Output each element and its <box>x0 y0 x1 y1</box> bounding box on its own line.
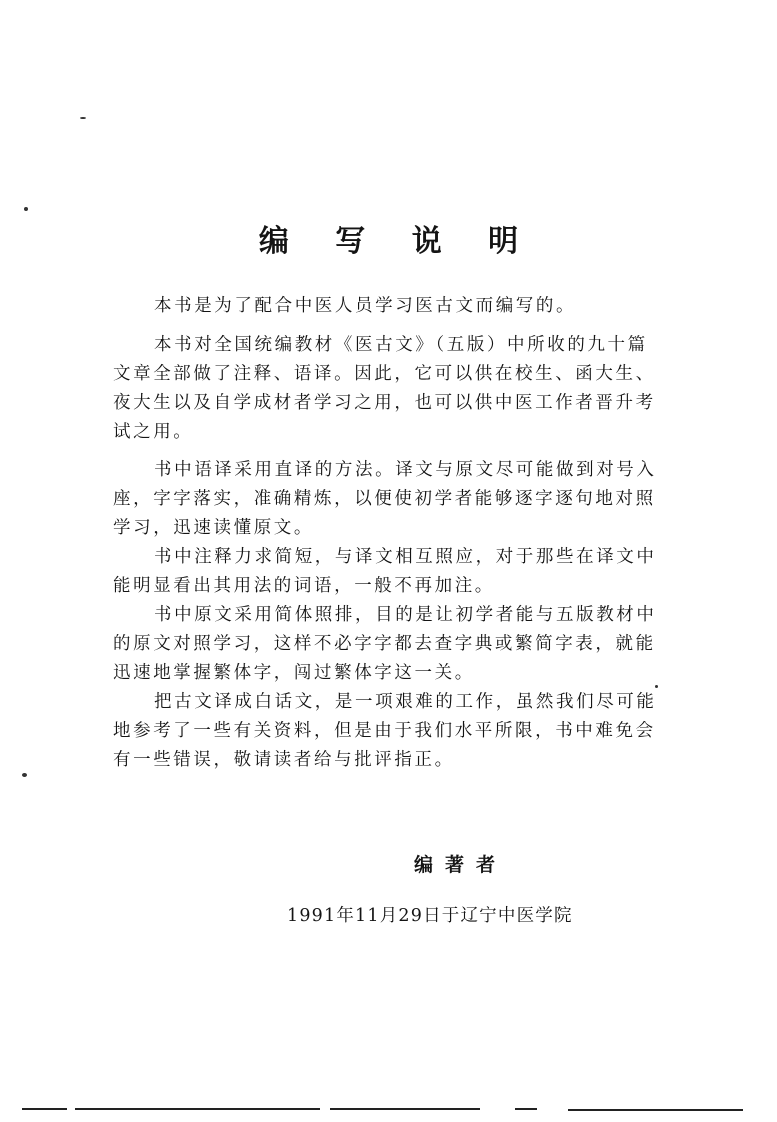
text-line: 书中语译采用直译的方法。译文与原文尽可能做到对号入 <box>154 460 657 480</box>
scan-speck <box>655 685 658 688</box>
preface-body <box>113 292 673 775</box>
scan-rule <box>22 1108 67 1110</box>
paragraph-2 <box>113 331 673 447</box>
text-line: 座，字字落实，准确精炼，以便使初学者能够逐字逐句地对照 <box>113 489 656 509</box>
paragraph-5 <box>113 601 673 688</box>
scan-speck <box>24 207 28 211</box>
text-line: 书中注释力求简短，与译文相互照应，对于那些在译文中 <box>154 547 657 567</box>
scan-speck <box>22 773 27 777</box>
text-line: 能明显看出其用法的词语，一般不再加注。 <box>113 576 495 596</box>
scan-rule <box>75 1108 320 1110</box>
text-line: 本书是为了配合中医人员学习医古文而编写的。 <box>154 296 577 316</box>
date-place: 1991年11月29日于辽宁中医学院 <box>287 906 573 926</box>
text-line: 迅速地掌握繁体字，闯过繁体字这一关。 <box>113 663 475 683</box>
text-line: 学习，迅速读懂原文。 <box>113 518 314 538</box>
author-signature: 编著者 <box>414 854 508 876</box>
text-line: 的原文对照学习，这样不必字字都去查字典或繁简字表，就能 <box>113 634 656 654</box>
scan-rule <box>568 1109 743 1111</box>
scan-speck <box>80 117 86 119</box>
text-line: 有一些错误，敬请读者给与批评指正。 <box>113 750 455 770</box>
text-line: 地参考了一些有关资料，但是由于我们水平所限，书中难免会 <box>113 721 656 741</box>
text-line: 书中原文采用简体照排，目的是让初学者能与五版教材中 <box>154 605 657 625</box>
paragraph-1 <box>113 292 673 321</box>
scan-rule <box>515 1108 537 1110</box>
text-line: 把古文译成白话文，是一项艰难的工作，虽然我们尽可能 <box>154 692 657 712</box>
text-line: 文章全部做了注释、语译。因此，它可以供在校生、函大生、 <box>113 364 656 384</box>
paragraph-4 <box>113 543 673 601</box>
text-line: 夜大生以及自学成材者学习之用，也可以供中医工作者晋升考 <box>113 393 656 413</box>
scan-rule <box>330 1108 480 1110</box>
page-title: 编 写 说 明 <box>258 224 537 259</box>
paragraph-3 <box>113 456 673 543</box>
text-line: 试之用。 <box>113 422 194 442</box>
text-line: 本书对全国统编教材《医古文》（五版）中所收的九十篇 <box>154 335 648 355</box>
paragraph-6 <box>113 688 673 775</box>
